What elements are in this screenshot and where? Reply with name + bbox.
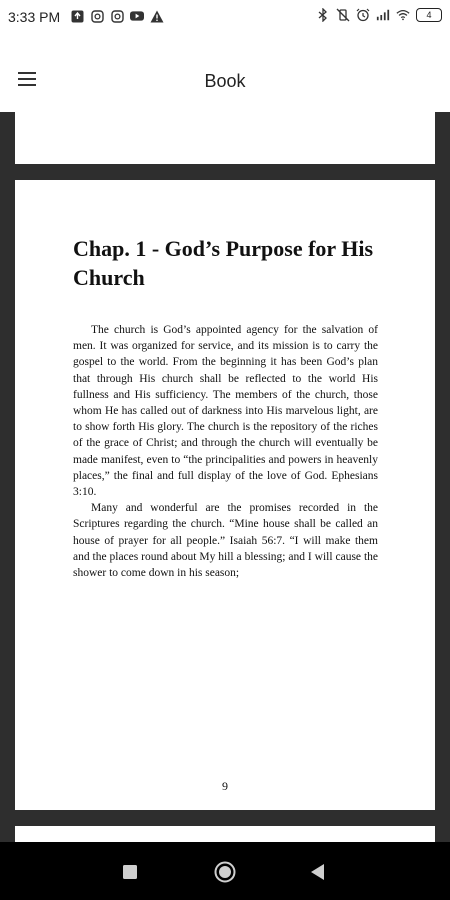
next-page[interactable] bbox=[15, 826, 435, 842]
book-page[interactable] bbox=[15, 180, 435, 810]
app-bar bbox=[0, 34, 450, 112]
youtube-icon bbox=[130, 9, 144, 23]
bluetooth-icon bbox=[316, 8, 330, 22]
status-notification-icons bbox=[70, 9, 164, 23]
square-recents-icon[interactable] bbox=[118, 860, 142, 884]
circle-home-icon[interactable] bbox=[213, 860, 237, 884]
alarm-icon bbox=[356, 8, 370, 22]
system-nav-bar bbox=[0, 842, 450, 900]
instagram-icon bbox=[110, 9, 124, 23]
app-title: Book bbox=[204, 71, 246, 91]
previous-page[interactable] bbox=[15, 112, 435, 164]
alert-icon bbox=[150, 9, 164, 23]
instagram-icon bbox=[90, 9, 104, 23]
wifi-icon bbox=[396, 8, 410, 22]
vibrate-off-icon bbox=[336, 8, 350, 22]
notification-icon bbox=[70, 9, 84, 23]
signal-icon bbox=[376, 8, 390, 22]
status-time: 3:33 PM bbox=[8, 9, 61, 25]
status-system-icons bbox=[316, 8, 442, 22]
chapter-title: Chap. 1 - God’s Purpose for His Church bbox=[73, 236, 374, 290]
page-body-text bbox=[73, 322, 378, 581]
battery-indicator: 4 bbox=[416, 8, 442, 22]
paragraph: Many and wonderful are the promises recorded in the Scriptures regarding the church. “Mine house shall be called an house of prayer for all people.” Isaiah 56:7. “I will make them and the places round about My hill a blessing; and I will cause the shower to come down in his season; bbox=[73, 502, 378, 580]
page-number: 9 bbox=[222, 779, 228, 793]
triangle-back-icon[interactable] bbox=[306, 860, 330, 884]
paragraph: The church is God’s appointed agency for the salvation of men. It was organized for service, and its mission is to carry the gospel to the world. From the beginning it has been God’s plan that through His church shall be reflected to the world His fullness and His sufficiency. The members of the church, those whom He has called out of darkness into His marvelous light, are to show forth His glory. The church is the repository of the riches of the grace of Christ; and through the church will eventually be made manifest, even to “the principalities and powers in heavenly places,” the final and full display of the love of God. Ephesians 3:10. bbox=[73, 324, 378, 499]
book-reader[interactable] bbox=[0, 112, 450, 842]
status-bar bbox=[0, 0, 450, 34]
